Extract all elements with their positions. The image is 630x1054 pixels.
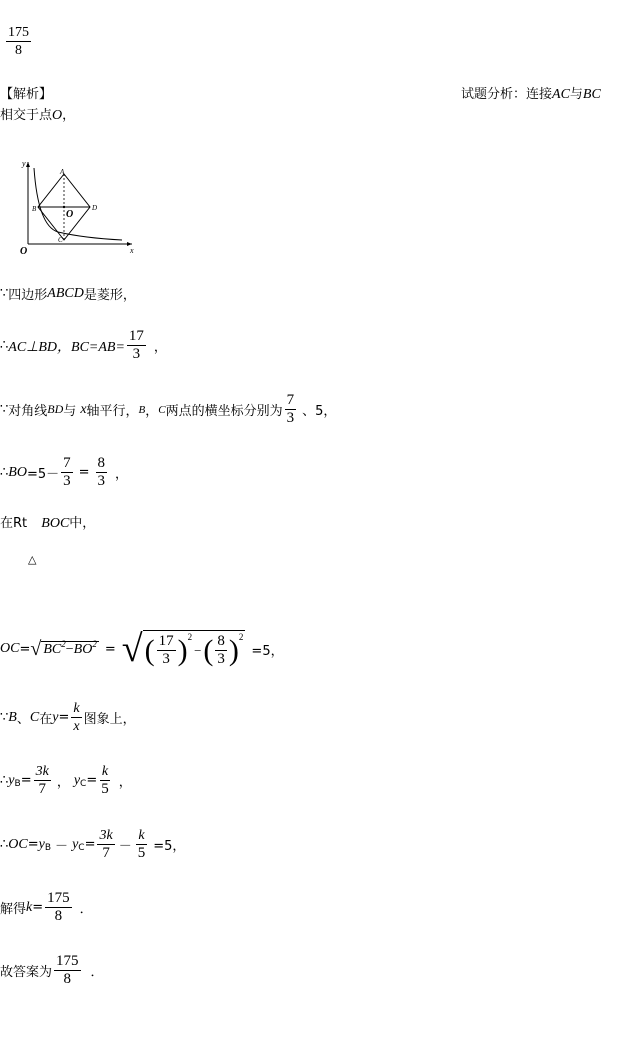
line6-eq2: = [104, 641, 116, 657]
paren-left-1: ( [144, 633, 155, 667]
paren-right-2: ) [228, 633, 239, 667]
therefore-symbol: ∴ [0, 338, 9, 353]
line10-eq: = [32, 900, 44, 915]
sq-2: 2 [92, 638, 97, 649]
line-oc-equation [0, 827, 185, 862]
line10-frac-den: 8 [54, 908, 63, 924]
line9-f1-num: 3k [99, 828, 113, 843]
sub-c: C [80, 778, 87, 789]
line6-tail: =5， [251, 643, 284, 659]
triangle-boc: BOC [41, 516, 70, 531]
line7-frac-num: k [73, 701, 80, 716]
line-perpendicular [0, 328, 167, 363]
figure-axis-x: x [130, 246, 134, 255]
figure-label-origin: O [20, 246, 28, 257]
rad-bo: BO [73, 641, 93, 657]
line4-frac2-num: 8 [97, 455, 106, 471]
line8-eq1: = [20, 773, 32, 788]
line-rt-triangle [0, 516, 95, 532]
top-answer [4, 24, 33, 59]
sq-1: 2 [61, 638, 66, 649]
func-y: y [52, 709, 59, 725]
line6-f2-den: 3 [217, 651, 225, 667]
line9-eq2: = [84, 837, 96, 852]
line8-sep: ， [56, 775, 70, 790]
var-k: k [26, 899, 33, 915]
line1-text-b: 是菱形， [83, 288, 136, 303]
line9-f2-num: k [138, 828, 145, 843]
paren-right-1: ) [177, 633, 188, 667]
line10-text: 解得 [0, 902, 27, 917]
line5-text-b: 中， [69, 516, 96, 531]
therefore-symbol: ∴ [0, 837, 9, 852]
line8-tail: ， [118, 775, 132, 790]
line3-text-c: 轴平行， [86, 404, 139, 419]
intersect-line [0, 108, 75, 124]
line3-sep: ， [145, 404, 159, 419]
y-c: y [72, 836, 79, 852]
line11-frac-den: 8 [63, 971, 72, 987]
point-b: B [138, 403, 146, 416]
quad-abcd: ABCD [47, 285, 84, 301]
rad-bc: BC [43, 641, 62, 657]
sqrt-2-radicand [143, 630, 246, 668]
axis-x-label: x [80, 401, 87, 417]
intersect-comma: ， [62, 108, 76, 123]
because-symbol: ∵ [0, 402, 9, 417]
line2-text: AC⊥BD，BC=AB= [8, 339, 125, 355]
line4-eq2: = [78, 465, 90, 480]
line7-eq: = [58, 710, 70, 725]
because-symbol: ∵ [0, 710, 9, 725]
line10-tail: ． [79, 902, 93, 917]
line7-zai: 在 [39, 712, 53, 727]
line6-eq: = [19, 641, 31, 657]
figure-axis-y: y [22, 159, 26, 168]
line1-text-a: 四边形 [8, 288, 48, 303]
point-b: B [8, 709, 17, 725]
y-c: y [73, 772, 81, 788]
sqrt-2-sign: √ [121, 628, 143, 670]
line7-tail: 图象上， [83, 712, 136, 727]
line2-frac-den: 3 [132, 346, 141, 362]
rhombus-figure [14, 156, 144, 261]
sq-4: 2 [238, 631, 244, 642]
point-o: O [52, 108, 63, 123]
segment-bo: BO [8, 464, 27, 480]
segment-oc: OC [8, 836, 28, 852]
therefore-symbol: ∴ [0, 465, 9, 480]
jiexi-label: 【解析】 [0, 87, 53, 102]
rad-minus: − [65, 641, 74, 657]
line-bo [0, 455, 128, 490]
line8-f2-den: 5 [101, 781, 109, 797]
line4-frac2-den: 3 [97, 473, 106, 489]
line9-f1-den: 7 [102, 845, 110, 861]
line2-tail: ， [153, 340, 167, 355]
y-b: y [38, 836, 45, 852]
segment-ac: AC [552, 87, 570, 102]
line11-frac-num: 175 [56, 953, 79, 969]
top-answer-numerator: 175 [8, 25, 29, 40]
line9-tail: =5， [153, 839, 186, 854]
diagonal-bd: BD [47, 402, 64, 416]
line9-eq1: = [27, 837, 39, 852]
sub-b: B [44, 842, 52, 853]
line5-text-a: 在Rt [0, 516, 28, 531]
line6-minus: − [194, 642, 202, 658]
line9-minus1: － [55, 839, 69, 854]
sub-c: C [78, 842, 85, 853]
line-rhombus [0, 284, 136, 303]
line2-frac-num: 17 [128, 328, 144, 344]
line8-f1-den: 7 [38, 781, 46, 797]
line4-tail: ， [115, 467, 129, 482]
line4-frac1-num: 7 [63, 455, 71, 471]
line4-frac1-den: 3 [63, 473, 71, 489]
figure-label-d: D [92, 204, 98, 212]
line9-minus2: － [118, 839, 132, 854]
line-final-answer [0, 953, 104, 988]
sub-b: B [14, 778, 21, 789]
point-c: C [158, 403, 166, 416]
line8-eq2: = [86, 773, 98, 788]
sqrt-1 [30, 638, 98, 661]
line-on-graph [0, 700, 136, 735]
segment-bc: BC [582, 87, 601, 102]
analysis-intro [461, 87, 601, 103]
figure-label-o-center: O [66, 209, 74, 220]
point-c: C [29, 709, 40, 725]
line8-f1-num: 3k [35, 764, 49, 779]
line3-text-a: 对角线 [8, 404, 48, 419]
line-solve-k [0, 890, 93, 925]
line9-f2-den: 5 [137, 845, 146, 861]
therefore-symbol: ∴ [0, 773, 9, 788]
line11-text: 故答案为 [0, 965, 53, 980]
top-answer-denominator: 8 [15, 43, 22, 58]
line4-eq: =5－ [26, 467, 60, 482]
figure-label-a: A [60, 168, 65, 176]
line7-frac-den: x [73, 719, 80, 734]
sqrt-2 [122, 630, 246, 668]
line3-frac-num: 7 [286, 392, 295, 408]
line-oc-radical [0, 630, 284, 668]
line3-text-b: 与 [63, 404, 77, 419]
line3-text-d: 两点的横坐标分别为 [165, 404, 283, 419]
figure-label-b: B [32, 205, 37, 213]
line3-frac-den: 3 [286, 410, 295, 426]
line7-dun: 、 [16, 712, 30, 727]
sq-3: 2 [187, 631, 193, 642]
triangle-symbol: △ [28, 553, 37, 566]
line8-f2-num: k [101, 764, 109, 779]
y-b: y [8, 772, 15, 788]
because-symbol: ∵ [0, 286, 9, 301]
line11-tail: ． [90, 965, 104, 980]
and-text: 与 [569, 87, 583, 102]
line6-f1-num: 17 [158, 633, 174, 649]
line-yb-yc [0, 763, 132, 798]
line6-f2-num: 8 [217, 633, 225, 649]
line-diagonal-parallel [0, 392, 336, 427]
line10-frac-num: 175 [47, 890, 70, 906]
paren-left-2: ( [203, 633, 214, 667]
sqrt-1-sign: √ [30, 637, 42, 660]
figure-label-c: C [58, 236, 63, 244]
line3-tail: 、5， [302, 404, 337, 419]
segment-oc: OC [0, 641, 20, 656]
intersect-text: 相交于点 [0, 108, 53, 123]
sqrt-1-radicand [41, 638, 98, 658]
line6-f1-den: 3 [162, 651, 170, 667]
analysis-intro-text: 试题分析：连接 [461, 87, 553, 102]
